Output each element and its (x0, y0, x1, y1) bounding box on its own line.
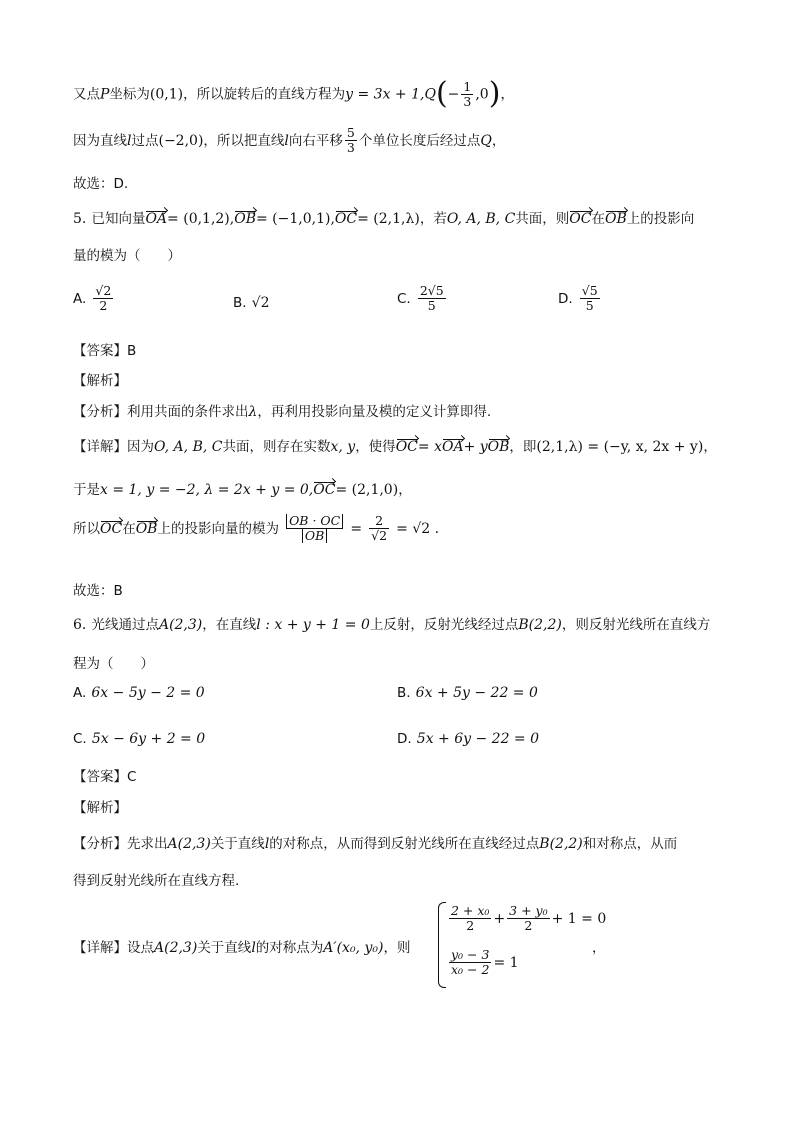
choose-b: 故选：B (73, 583, 123, 599)
projection-fraction: $\frac{OB \cdot OC}{OB}$ (286, 514, 343, 543)
question-6-line-2: 程为（ ） (73, 656, 154, 672)
detail-5-line-2: 于是x = 1, y = −2, λ = 2x + y = 0,OC= (2,1,0)， (73, 482, 412, 498)
line-2: 因为直线l过点(−2,0)，所以把直线l向右平移 $\frac{5}{3}$ 个单位长度后经过点Q， (73, 125, 506, 155)
detail-6-line-1: 【详解】设点A(2,3)关于直线l的对称点为A′(x₀, y₀)，则 (73, 940, 411, 956)
system-eq-1: $\frac{\text{2 + x₀}}{2}$ + $\frac{\text{3 + y₀}}{2}$ + 1 = 0 (451, 903, 607, 933)
answer-5: 【答案】B (73, 343, 137, 359)
answer-6: 【答案】C (73, 769, 137, 785)
fraction-five-thirds: $\frac{5}{3}$ (346, 125, 355, 155)
analysis-6-heading: 【解析】 (73, 800, 127, 816)
vector-oa: OA (145, 211, 168, 227)
system-eq-2: $\frac{\text{y₀ − 3}}{\text{x₀ − 2}}$ = 1 (451, 947, 519, 977)
q5-option-d[interactable]: D. $\frac{√5}{5}$ (558, 283, 598, 313)
question-5-line-2: 量的模为（ ） (73, 248, 181, 264)
q5-option-a[interactable]: A. $\frac{√2}{2}$ (73, 283, 112, 313)
q5-option-c[interactable]: C. $\frac{2√5}{5}$ (397, 283, 444, 313)
q6-option-d[interactable]: D. 5x + 6y − 22 = 0 (397, 731, 540, 747)
q5-option-b[interactable]: B. √2 (233, 295, 270, 311)
choose-d: 故选：D. (73, 176, 129, 192)
analysis-5-heading: 【解析】 (73, 373, 127, 389)
q6-option-a[interactable]: A. 6x − 5y − 2 = 0 (73, 685, 205, 701)
q6-option-b[interactable]: B. 6x + 5y − 22 = 0 (397, 685, 538, 701)
q6-option-c[interactable]: C. 5x − 6y + 2 = 0 (73, 731, 206, 747)
detail-5-line-1: 【详解】因为O, A, B, C共面，则存在实数x, y，使得OC= xOA+ yOB，即(2,1,λ) = (−y, x, 2x + y)， (73, 439, 717, 455)
line-1: 又点P坐标为(0,1)，所以旋转后的直线方程为y = 3x + 1,Q(− $\frac{1}{3}$ ,0)， (73, 76, 514, 111)
detail-6-end: ， (592, 940, 606, 956)
analysis-6-fenxi-2: 得到反射光线所在直线方程. (73, 873, 240, 889)
analysis-5-fenxi: 【分析】利用共面的条件求出λ，再利用投影向量及模的定义计算即得. (73, 404, 492, 420)
paren-left: ( (435, 76, 448, 111)
vector-ob: OB (234, 211, 256, 227)
equation-system-brace (438, 902, 446, 988)
question-5-line-1: 5. 已知向量OA= (0,1,2),OB= (−1,0,1),OC= (2,1,λ)，若O, A, B, C共面，则OC在OB上的投影向 (73, 211, 695, 227)
paren-right: ) (488, 76, 501, 111)
analysis-6-fenxi-1: 【分析】先求出A(2,3)关于直线l的对称点，从而得到反射光线所在直线经过点B(2,2)和对称点，从而 (73, 836, 678, 852)
question-6-line-1: 6. 光线通过点A(2,3)，在直线l : x + y + 1 = 0上反射，反射光线经过点B(2,2)，则反射光线所在直线方 (73, 617, 711, 633)
fraction-one-third: $\frac{1}{3}$ (463, 78, 472, 109)
vector-oc: OC (334, 211, 358, 227)
detail-5-line-3: 所以OC在OB上的投影向量的模为 $\frac{OB \cdot OC}{OB}$ = $\frac{2}{√2}$ = √2 . (73, 513, 440, 543)
